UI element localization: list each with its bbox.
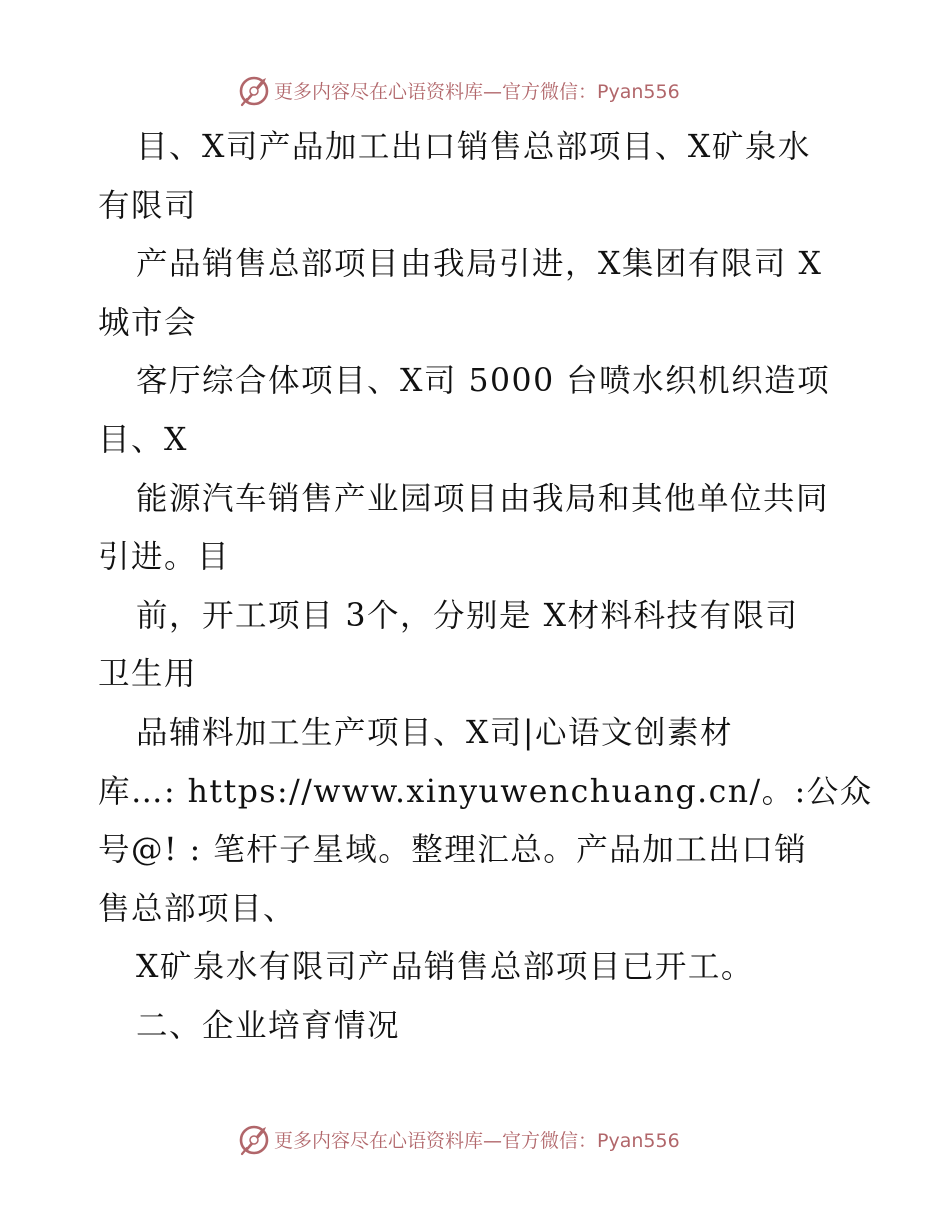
quill-pen-logo-icon	[236, 72, 272, 108]
body-line: 售总部项目、	[98, 890, 297, 927]
body-line: 目、X司产品加工出口销售总部项目、X矿泉水	[136, 129, 811, 165]
body-line: 库…: https://www.xinyuwenchuang.cn/。:公众	[98, 773, 873, 810]
quill-pen-logo-icon	[236, 1121, 272, 1157]
body-line: 能源汽车销售产业园项目由我局和其他单位共同	[136, 480, 830, 517]
header-banner	[236, 70, 716, 110]
body-line: X矿泉水有限司产品销售总部项目已开工。	[136, 949, 754, 986]
body-line: 号@! : 笔杆子星域。整理汇总。产品加工出口销	[98, 832, 808, 869]
section-heading: 二、企业培育情况	[136, 1007, 401, 1044]
footer-banner-text: 更多内容尽在心语资料库—官方微信：Pyan556	[274, 1129, 680, 1152]
document-body	[98, 118, 873, 1056]
body-line: 有限司	[98, 187, 198, 224]
body-line: 产品销售总部项目由我局引进，X集团有限司 X	[136, 246, 823, 283]
body-line: 城市会	[98, 304, 198, 341]
body-line: 品辅料加工生产项目、X司|心语文创素材	[136, 714, 734, 751]
body-line: 客厅综合体项目、X司 5000 台喷水织机织造项	[136, 363, 831, 400]
body-line: 引进。目	[98, 539, 231, 576]
body-line: 卫生用	[98, 656, 198, 693]
body-line: 目、X	[98, 421, 188, 458]
header-banner-text: 更多内容尽在心语资料库—官方微信：Pyan556	[274, 80, 680, 103]
footer-banner	[236, 1119, 716, 1159]
body-line: 前，开工项目 3个，分别是 X材料科技有限司	[136, 597, 799, 634]
